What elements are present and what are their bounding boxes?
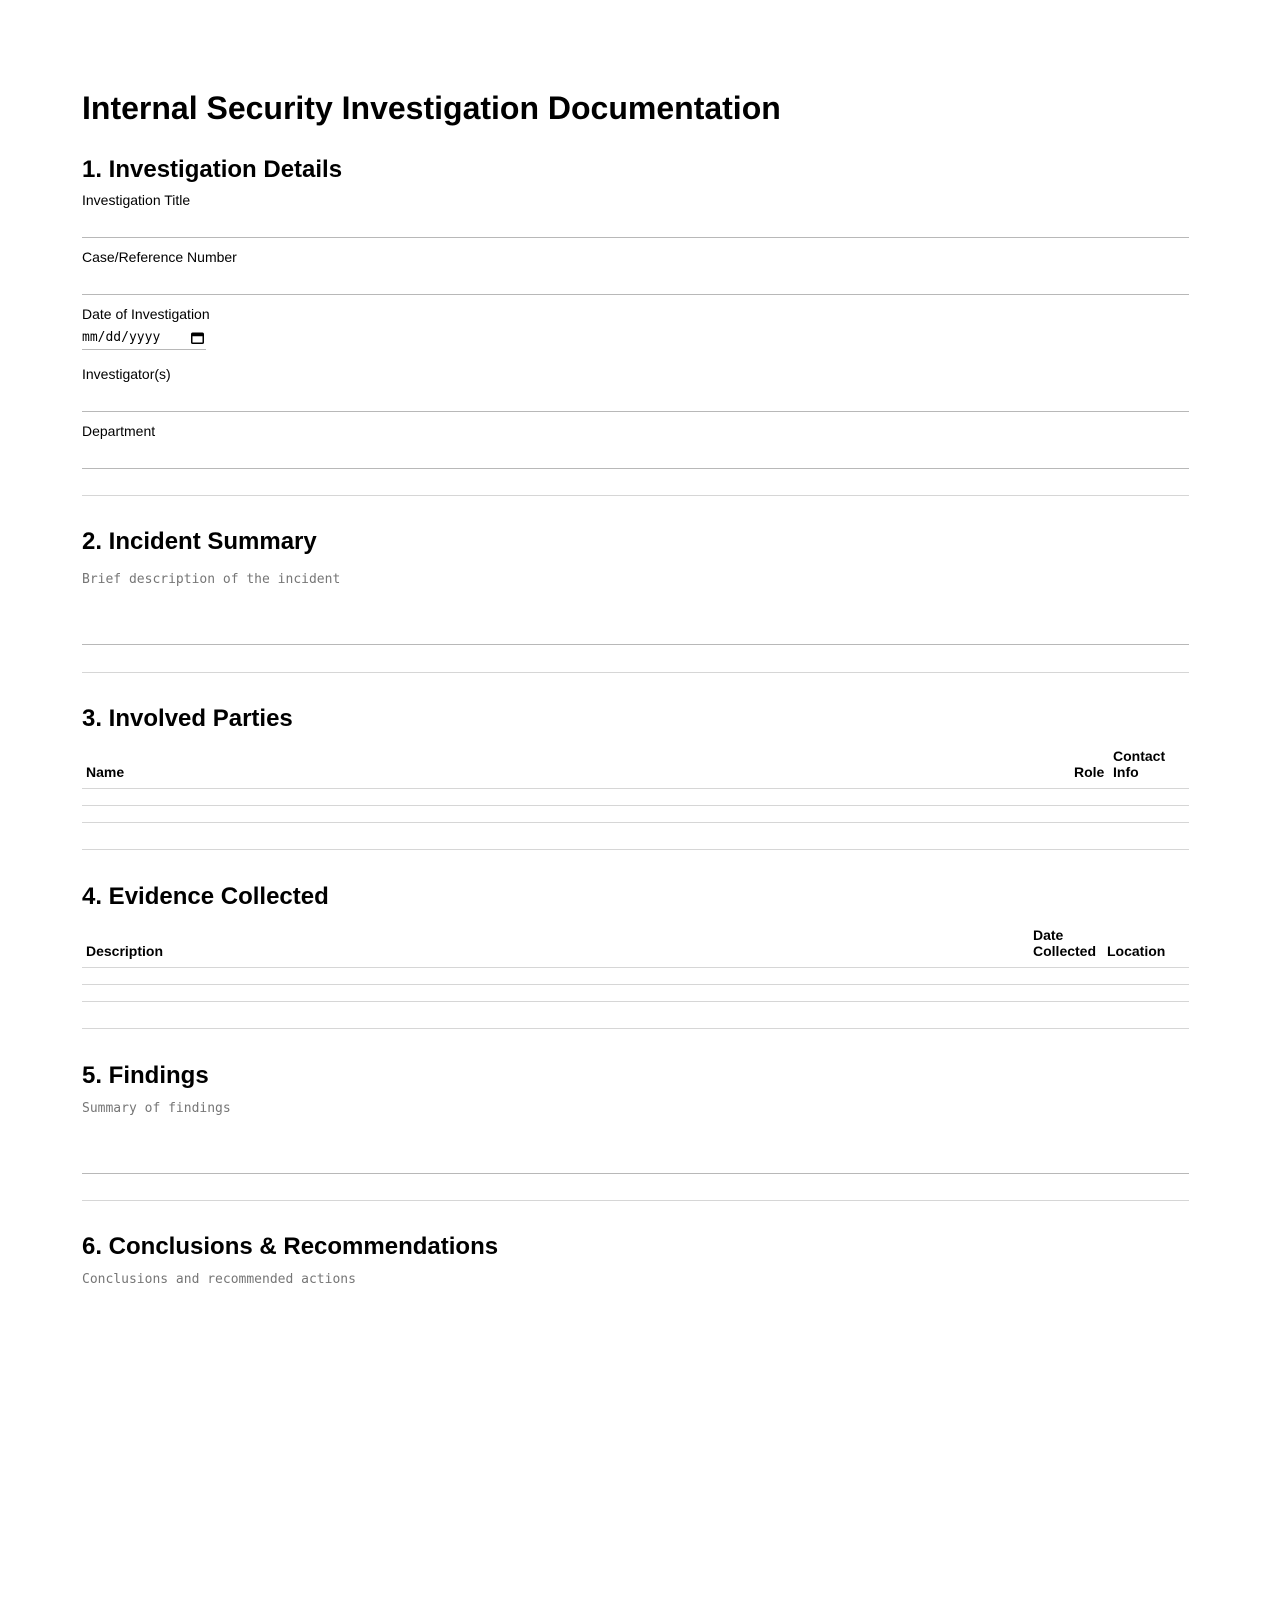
case-number-input[interactable] [82, 271, 1189, 295]
column-header-contact-line2: Info [1113, 764, 1139, 780]
column-header-location: Location [1107, 943, 1166, 959]
evidence-table-header [82, 926, 1189, 968]
section-heading-involved-parties: 3. Involved Parties [82, 705, 293, 732]
incident-summary-placeholder: Brief description of the incident [82, 572, 341, 587]
section-divider [82, 495, 1189, 496]
investigation-date-label: Date of Investigation [82, 306, 210, 322]
column-header-date-line1: Date [1033, 927, 1064, 943]
section-divider [82, 1200, 1189, 1201]
investigation-title-label: Investigation Title [82, 192, 191, 208]
section-heading-evidence-collected: 4. Evidence Collected [82, 883, 329, 910]
section-heading-incident-summary: 2. Incident Summary [82, 528, 317, 555]
column-header-description: Description [86, 943, 164, 959]
investigators-input[interactable] [82, 388, 1189, 412]
document-title: Internal Security Investigation Documentation [82, 90, 781, 126]
conclusions-placeholder: Conclusions and recommended actions [82, 1272, 356, 1287]
date-placeholder: mm/dd/yyyy [82, 330, 161, 345]
column-header-contact-line1: Contact [1113, 748, 1166, 764]
investigators-label: Investigator(s) [82, 366, 171, 382]
table-row[interactable] [82, 968, 1189, 985]
column-header-role: Role [1074, 764, 1105, 780]
section-divider [82, 672, 1189, 673]
section-heading-conclusions: 6. Conclusions & Recommendations [82, 1233, 499, 1260]
investigation-date-input[interactable] [82, 328, 206, 350]
conclusions-textarea[interactable] [82, 1271, 1189, 1345]
table-row[interactable] [82, 806, 1189, 823]
section-heading-findings: 5. Findings [82, 1062, 209, 1089]
column-header-date-line2: Collected [1033, 943, 1097, 959]
department-input[interactable] [82, 445, 1189, 469]
section-divider [82, 1028, 1189, 1029]
calendar-icon[interactable] [191, 332, 204, 344]
findings-placeholder: Summary of findings [82, 1101, 231, 1116]
case-number-label: Case/Reference Number [82, 249, 237, 265]
involved-parties-table-header [82, 747, 1189, 789]
table-row[interactable] [82, 789, 1189, 806]
column-header-name: Name [86, 764, 125, 780]
section-heading-investigation-details: 1. Investigation Details [82, 156, 343, 183]
investigation-title-input[interactable] [82, 214, 1189, 238]
section-divider [82, 849, 1189, 850]
department-label: Department [82, 423, 156, 439]
findings-textarea[interactable] [82, 1100, 1189, 1174]
table-row[interactable] [82, 985, 1189, 1002]
incident-summary-textarea[interactable] [82, 571, 1189, 645]
